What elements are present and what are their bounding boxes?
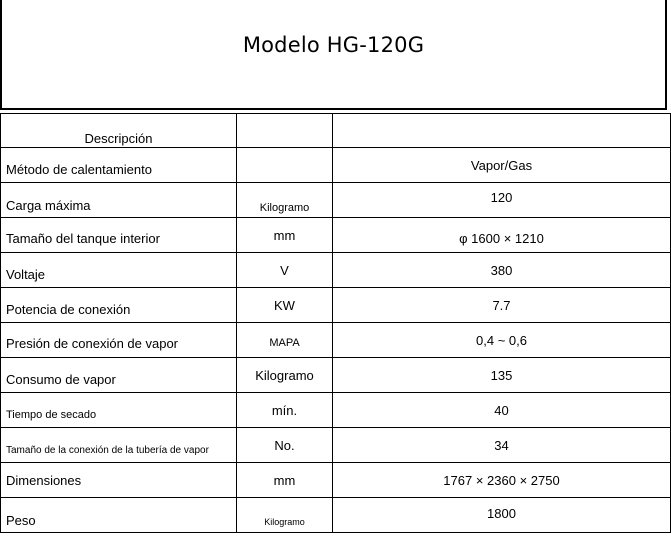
table-row	[1, 463, 671, 498]
header-value	[333, 114, 671, 148]
row-unit: V	[237, 253, 333, 288]
row-value: φ 1600 × 1210	[333, 218, 671, 253]
page-title: Modelo HG-120G	[242, 33, 425, 57]
row-value: 380	[333, 253, 671, 288]
row-value: 40	[333, 393, 671, 428]
row-unit: Kilogramo	[237, 183, 333, 218]
row-label: Peso	[1, 498, 237, 533]
row-label: Tamaño del tanque interior	[1, 218, 237, 253]
table-row	[1, 253, 671, 288]
row-value: 1767 × 2360 × 2750	[333, 463, 671, 498]
table-row	[1, 393, 671, 428]
table-row	[1, 183, 671, 218]
row-label: Voltaje	[1, 253, 237, 288]
row-value: 1800	[333, 498, 671, 533]
row-value: 135	[333, 358, 671, 393]
row-unit: No.	[237, 428, 333, 463]
row-label: Consumo de vapor	[1, 358, 237, 393]
table-row	[1, 428, 671, 463]
spec-table	[0, 113, 671, 533]
table-row	[1, 288, 671, 323]
row-unit: Kilogramo	[237, 358, 333, 393]
row-value: 34	[333, 428, 671, 463]
row-label: Tamaño de la conexión de la tubería de vapor	[1, 428, 237, 463]
row-label: Potencia de conexión	[1, 288, 237, 323]
row-label: Tiempo de secado	[1, 393, 237, 428]
title-box	[0, 0, 667, 110]
table-row	[1, 498, 671, 533]
row-unit: mm	[237, 463, 333, 498]
table-row	[1, 358, 671, 393]
row-label: Presión de conexión de vapor	[1, 323, 237, 358]
header-unit	[237, 114, 333, 148]
row-unit: MAPA	[237, 323, 333, 358]
table-row	[1, 148, 671, 183]
row-label: Método de calentamiento	[1, 148, 237, 183]
row-unit: mín.	[237, 393, 333, 428]
row-label: Carga máxima	[1, 183, 237, 218]
table-row	[1, 218, 671, 253]
row-label: Dimensiones	[1, 463, 237, 498]
row-value: 0,4 ~ 0,6	[333, 323, 671, 358]
row-unit: mm	[237, 218, 333, 253]
row-value: 7.7	[333, 288, 671, 323]
header-description: Descripción	[1, 114, 237, 148]
row-unit: KW	[237, 288, 333, 323]
row-value: Vapor/Gas	[333, 148, 671, 183]
table-header-row	[1, 114, 671, 148]
row-value: 120	[333, 183, 671, 218]
row-unit	[237, 148, 333, 183]
row-unit: Kilogramo	[237, 498, 333, 533]
table-row	[1, 323, 671, 358]
